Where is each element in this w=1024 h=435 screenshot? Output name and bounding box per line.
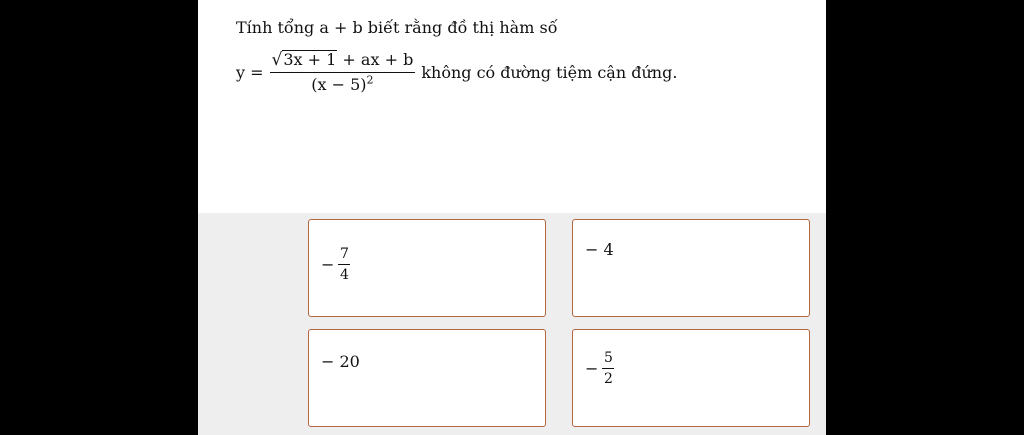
content-panel xyxy=(198,0,826,435)
option-a-fraction-bar xyxy=(338,264,350,265)
answer-option-d[interactable] xyxy=(572,329,810,427)
fraction-denominator xyxy=(311,75,373,95)
option-a-denominator: 4 xyxy=(339,267,349,283)
question-line: Tính tổng a + b biết rằng đồ thị hàm số xyxy=(236,18,558,37)
option-a-value xyxy=(321,246,350,283)
option-a-fraction xyxy=(338,246,350,283)
option-a-sign: − xyxy=(321,255,335,274)
answers-area xyxy=(198,213,826,435)
option-d-numerator: 5 xyxy=(603,350,613,366)
answer-option-b[interactable] xyxy=(572,219,810,317)
question-tail: không có đường tiệm cận đứng. xyxy=(421,62,678,82)
question-text xyxy=(236,16,816,95)
numerator-rest: + ax + b xyxy=(337,50,414,69)
denominator-base: (x − 5) xyxy=(311,75,367,94)
option-d-sign: − xyxy=(585,359,599,378)
option-c-value: − 20 xyxy=(321,352,360,371)
fraction-bar xyxy=(270,72,416,73)
option-d-fraction-bar xyxy=(602,368,614,369)
radicand: 3x + 1 xyxy=(283,50,337,69)
option-d-denominator: 2 xyxy=(603,371,613,387)
answer-option-c[interactable] xyxy=(308,329,546,427)
equation-lhs: y = xyxy=(236,62,264,82)
answer-option-a[interactable] xyxy=(308,219,546,317)
radical-sign: √ xyxy=(271,50,283,70)
option-d-fraction xyxy=(602,350,614,387)
fraction-numerator xyxy=(270,50,416,70)
function-equation xyxy=(236,50,816,95)
denominator-exponent: 2 xyxy=(366,73,374,87)
square-root xyxy=(272,50,338,70)
option-d-value xyxy=(585,350,614,387)
option-a-numerator: 7 xyxy=(339,246,349,262)
equation-fraction xyxy=(270,50,416,95)
option-b-value: − 4 xyxy=(585,240,614,259)
